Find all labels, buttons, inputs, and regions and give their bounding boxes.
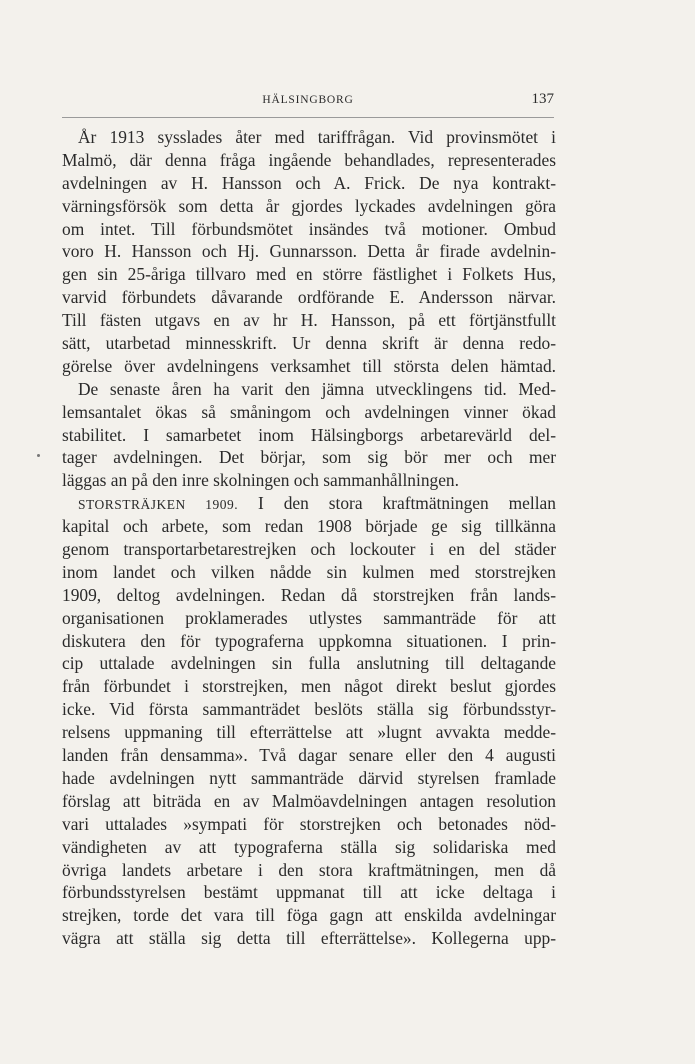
text-line: hade avdelningen nytt sammanträde därvid styrelsen framlade	[62, 767, 556, 788]
text-line: icke. Vid första sammanträdet beslöts ställa sig förbundsstyr-	[62, 699, 556, 720]
text-line: om intet. Till förbundsmötet insändes två motioner. Ombud	[62, 218, 556, 239]
margin-mark	[37, 454, 40, 457]
header-rule	[62, 117, 554, 118]
body-text	[62, 126, 556, 950]
text-line: genom transportarbetarestrejken och lockouter i en del städer	[62, 539, 556, 560]
text-line: varvid förbundets dåvarande ordförande E. Andersson närvar.	[62, 287, 556, 308]
text-line: stabilitet. I samarbetet inom Hälsingborgs arbetarevärld del-	[62, 424, 556, 445]
text-line: vändigheten av att typograferna ställa sig solidariska med	[62, 836, 556, 857]
text-line: görelse över avdelningens verksamhet till största delen hämtad.	[62, 355, 556, 376]
text-line: kapital och arbete, som redan 1908 började ge sig tillkänna	[62, 516, 556, 537]
text-line: voro H. Hansson och Hj. Gunnarsson. Detta år firade avdelnin-	[62, 241, 556, 262]
text-line: diskutera den för typograferna uppkomna situationen. I prin-	[62, 630, 556, 651]
text-line: sätt, utarbetad minnesskrift. Ur denna skrift är denna redo-	[62, 333, 556, 354]
text-line: vägra att ställa sig detta till efterrättelse». Kollegerna upp-	[62, 928, 556, 949]
text-line: Till fästen utgavs en av hr H. Hansson, på ett förtjänstfullt	[62, 310, 556, 331]
text-line: Malmö, där denna fråga ingående behandlades, representerades	[62, 149, 556, 170]
running-head: HÄLSINGBORG	[262, 94, 354, 106]
text-line: från förbundet i storstrejken, men något direkt beslut gjordes	[62, 676, 556, 697]
text-line: förslag att biträda en av Malmöavdelningen antagen resolution	[62, 790, 556, 811]
text-line: landen från densamma». Två dagar senare eller den 4 augusti	[62, 745, 556, 766]
text-line: organisationen proklamerades utlystes sammanträde för att	[62, 607, 556, 628]
text-line: cip uttalade avdelningen sin fulla anslutning till deltagande	[62, 653, 556, 674]
text-line: strejken, torde det vara till föga gagn att enskilda avdelningar	[62, 905, 556, 926]
text-line: värningsförsök som detta år gjordes lyckades avdelningen göra	[62, 195, 556, 216]
text-line: läggas an på den inre skolningen och sammanhållningen.	[62, 470, 459, 491]
text-line: År 1913 sysslades åter med tariffrågan. Vid provinsmötet i	[78, 127, 556, 147]
page-number: 137	[531, 91, 554, 107]
section-first-line-rest: I den stora kraftmätningen mellan	[258, 493, 556, 514]
text-line: inom landet och vilken nådde sin kulmen med storstrejken	[62, 561, 556, 582]
text-line: förbundsstyrelsen bestämt uppmanat till att icke deltaga i	[62, 882, 556, 903]
text-line: De senaste åren ha varit den jämna utvecklingens tid. Med-	[78, 378, 556, 399]
text-line: relsens uppmaning till efterrättelse att »lugnt avvakta medde-	[62, 722, 556, 743]
text-line: gen sin 25-åriga tillvaro med en större fästlighet i Folkets Hus,	[62, 264, 556, 285]
section-label: STORSTRÄJKEN 1909.	[78, 497, 239, 513]
section-first-line	[62, 492, 556, 515]
page-header	[62, 91, 554, 113]
text-line: vari uttalades »sympati för storstrejken och betonades nöd-	[62, 813, 556, 834]
text-line: avdelningen av H. Hansson och A. Frick. De nya kontrakt-	[62, 172, 556, 193]
text-line: tager avdelningen. Det börjar, som sig bör mer och mer	[62, 447, 556, 468]
text-line: övriga landets arbetare i den stora kraftmätningen, men då	[62, 859, 556, 880]
text-line: lemsantalet ökas så småningom och avdelningen vinner ökad	[62, 401, 556, 422]
text-line: 1909, deltog avdelningen. Redan då storstrejken från lands-	[62, 584, 556, 605]
